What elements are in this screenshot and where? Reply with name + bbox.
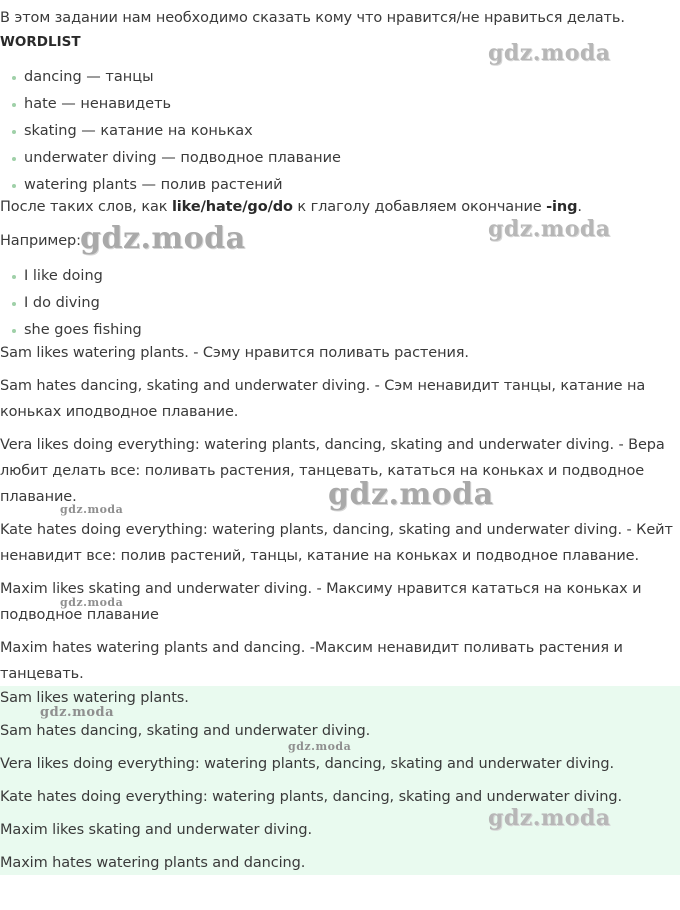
translation-sentence: Kate hates doing everything: watering plants, dancing, skating and underwater diving. - Кейт ненавидит все: полив растений, танцы, катание на коньках и подводное плавание. <box>0 522 673 564</box>
watermark-logo: gdz.moda <box>488 40 611 66</box>
rule-ending: -ing <box>546 199 578 215</box>
watermark-logo: gdz.moda <box>488 805 611 831</box>
wordlist <box>0 64 341 199</box>
watermark-logo: gdz.moda <box>328 477 494 512</box>
answer-line: Maxim hates watering plants and dancing. <box>0 855 306 871</box>
list-item: I do diving <box>0 290 142 317</box>
answer-line: Maxim likes skating and underwater diving. <box>0 822 312 838</box>
intro-text: В этом задании нам необходимо сказать кому что нравится/не нравиться делать. <box>0 10 625 26</box>
translation-sentence: Vera likes doing everything: watering plants, dancing, skating and underwater diving. - Вера любит делать все: поливать растения, танцевать, кататься на коньках и подводное плавание. <box>0 437 665 505</box>
answer-line: Sam hates dancing, skating and underwater diving. <box>0 723 371 739</box>
grammar-rule: После таких слов, как like/hate/go/do к глаголу добавляем окончание -ing. <box>0 199 582 215</box>
watermark-logo: gdz.moda <box>60 503 124 516</box>
answer-line: Sam likes watering plants. <box>0 690 189 706</box>
watermark-logo: gdz.moda <box>80 221 246 256</box>
rule-verbs: like/hate/go/do <box>171 199 293 215</box>
list-item: I like doing <box>0 263 142 290</box>
list-item: watering plants — полив растений <box>0 172 341 199</box>
list-item: dancing — танцы <box>0 64 341 91</box>
translation-sentence: Sam likes watering plants. - Сэму нравится поливать растения. <box>0 345 469 361</box>
example-label: Например: <box>0 233 81 249</box>
watermark-logo: gdz.moda <box>40 705 115 720</box>
translation-sentence: Sam hates dancing, skating and underwater diving. - Сэм ненавидит танцы, катание на коньках иподводное плавание. <box>0 378 646 420</box>
list-item: underwater diving — подводное плавание <box>0 145 341 172</box>
watermark-logo: gdz.moda <box>60 596 124 609</box>
answer-line: Kate hates doing everything: watering plants, dancing, skating and underwater diving. <box>0 789 622 805</box>
translation-sentence: Maxim hates watering plants and dancing. -Максим ненавидит поливать растения и танцевать. <box>0 640 623 682</box>
translation-sentence: Maxim likes skating and underwater diving. - Максиму нравится кататься на коньках и подводное плавание <box>0 581 642 623</box>
examples-list <box>0 263 142 344</box>
answer-line: Vera likes doing everything: watering plants, dancing, skating and underwater diving. <box>0 756 614 772</box>
wordlist-heading: WORDLIST <box>0 34 81 50</box>
list-item: skating — катание на коньках <box>0 118 341 145</box>
list-item: she goes fishing <box>0 317 142 344</box>
watermark-logo: gdz.moda <box>488 216 611 242</box>
list-item: hate — ненавидеть <box>0 91 341 118</box>
watermark-logo: gdz.moda <box>288 740 352 753</box>
